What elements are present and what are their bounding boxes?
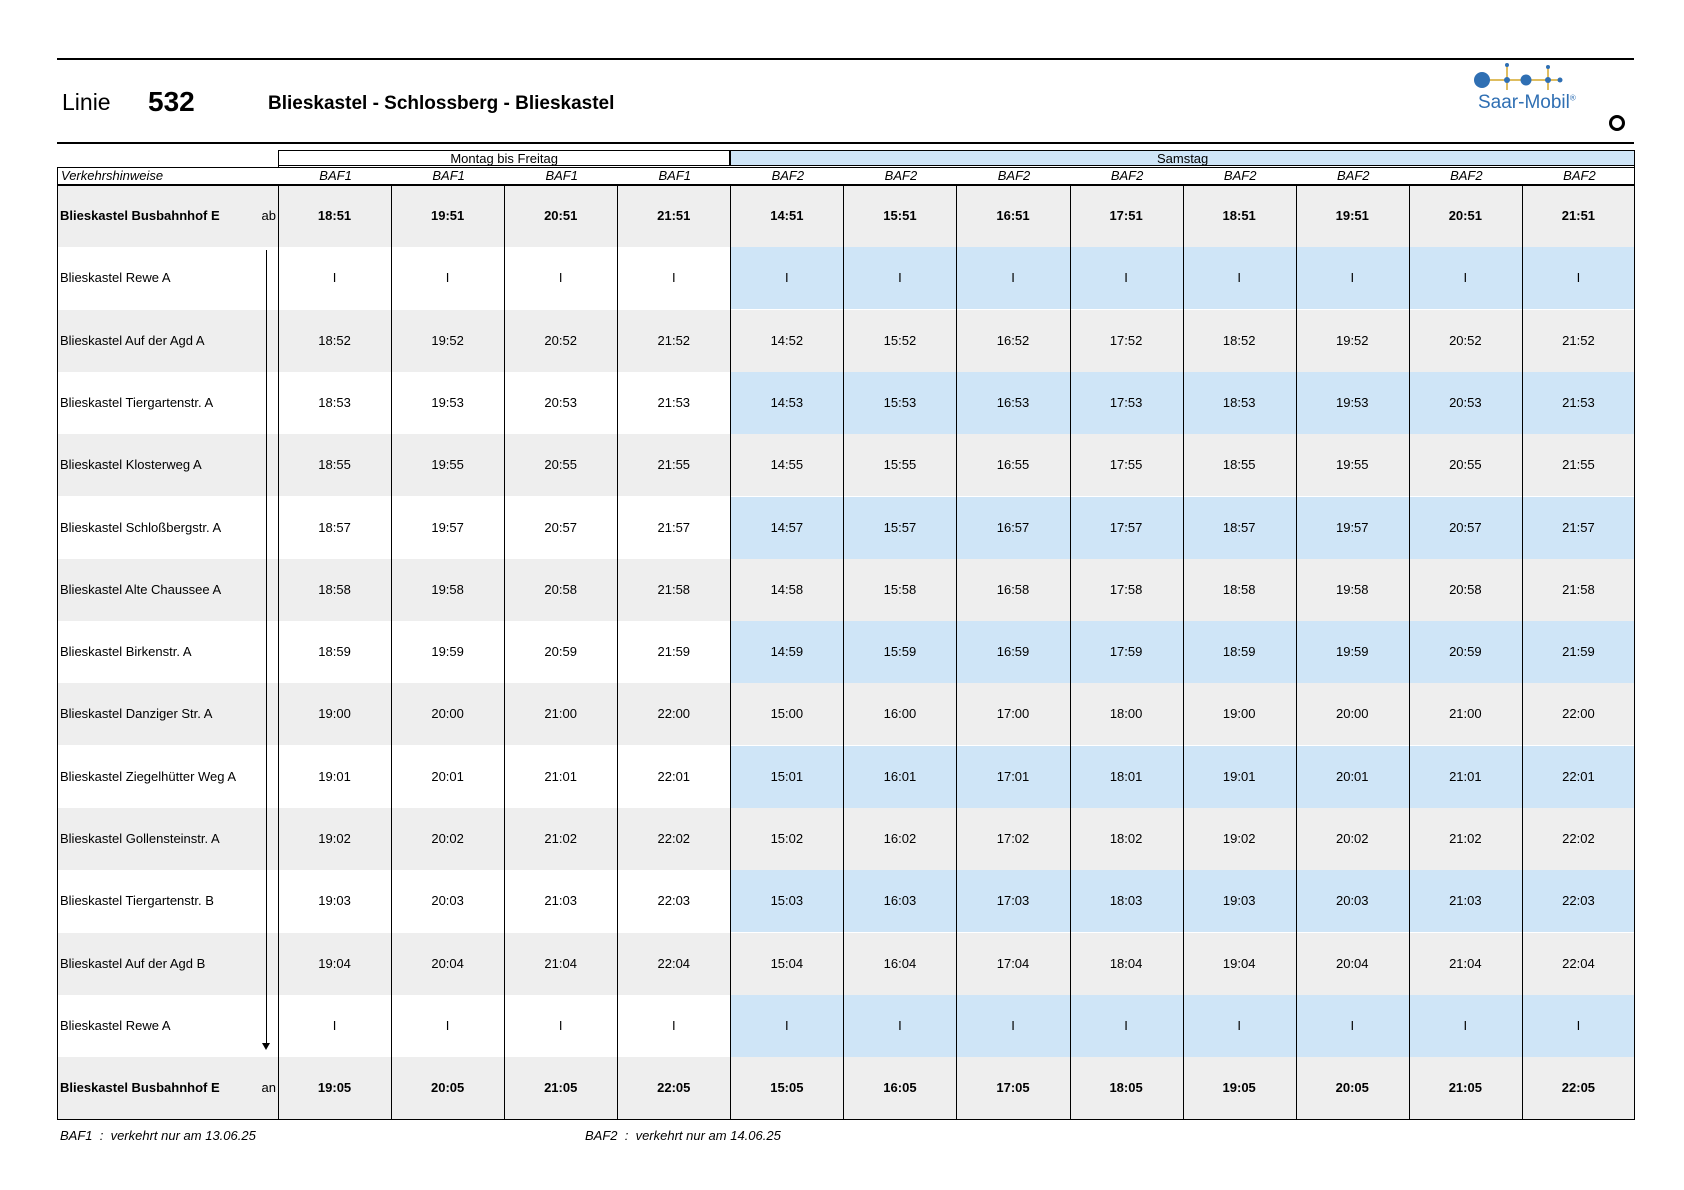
trip-code: BAF2 [1337, 168, 1370, 183]
group-header: Samstag [730, 150, 1635, 166]
time-cell: 14:59 [770, 644, 804, 660]
logo-registered: ® [1569, 93, 1576, 103]
time-cell: 18:51 [1222, 208, 1256, 223]
time-cell: 20:53 [544, 394, 577, 410]
departure-arrival-mark: an [261, 1080, 276, 1096]
time-cell: 21:02 [544, 831, 577, 846]
time-cell: I [332, 1017, 337, 1033]
time-cell: 19:01 [1222, 768, 1256, 784]
time-cell: 21:51 [1561, 208, 1596, 223]
time-cell: I [1463, 1017, 1468, 1033]
header-divider [278, 150, 279, 167]
column-divider [1522, 185, 1523, 1120]
time-cell: 18:01 [1109, 768, 1143, 784]
direction-arrowhead-icon [262, 1043, 270, 1050]
time-cell: I [558, 270, 563, 286]
stop-name: Blieskastel Auf der Agd A [60, 332, 205, 348]
time-cell: I [1124, 270, 1128, 286]
time-cell: 21:04 [1449, 955, 1482, 971]
time-cell: 20:51 [1448, 208, 1482, 223]
time-cell: I [1011, 270, 1015, 286]
time-cell: 19:51 [1335, 208, 1369, 223]
time-cell: 21:01 [544, 768, 577, 784]
time-cell: 21:05 [544, 1080, 578, 1096]
time-cell: 15:58 [883, 581, 917, 597]
time-cell: 19:52 [1335, 332, 1369, 348]
time-cell: 14:57 [770, 519, 804, 535]
hint-header: Verkehrshinweise [61, 168, 164, 183]
time-cell: 17:52 [1109, 332, 1143, 348]
time-cell: I [1463, 270, 1468, 286]
time-cell: 15:51 [883, 208, 917, 223]
time-cell: 19:00 [318, 706, 351, 722]
time-cell: I [1576, 1017, 1581, 1033]
time-cell: 16:55 [996, 457, 1030, 473]
time-cell: 19:51 [430, 208, 465, 223]
time-cell: 21:53 [1562, 394, 1595, 410]
time-cell: 17:59 [1109, 644, 1143, 660]
time-cell: 18:03 [1109, 893, 1143, 909]
time-cell: 19:52 [431, 332, 464, 348]
time-cell: 18:53 [1222, 394, 1256, 410]
time-cell: 19:04 [318, 955, 351, 971]
time-cell: 22:05 [657, 1080, 691, 1096]
time-cell: 21:00 [544, 706, 577, 722]
time-cell: I [898, 270, 902, 286]
time-cell: 16:52 [996, 332, 1030, 348]
stop-name: Blieskastel Birkenstr. A [60, 644, 192, 660]
time-cell: 19:05 [1222, 1080, 1256, 1096]
table-frame [57, 185, 1635, 1120]
time-cell: I [785, 270, 789, 286]
linie-label: Linie [62, 89, 111, 115]
time-cell: 16:53 [996, 394, 1030, 410]
time-cell: 20:53 [1449, 394, 1482, 410]
column-divider [1296, 185, 1297, 1120]
trip-code: BAF2 [1563, 168, 1596, 183]
trip-code: BAF1 [658, 168, 692, 183]
time-cell: 21:04 [544, 955, 577, 971]
trip-code: BAF2 [1110, 168, 1144, 183]
time-cell: I [671, 270, 676, 286]
timetable [57, 150, 1635, 1120]
time-cell: 18:57 [1222, 519, 1256, 535]
time-cell: 19:55 [431, 457, 464, 473]
time-cell: 14:58 [770, 581, 804, 597]
time-cell: 18:52 [1222, 332, 1256, 348]
trip-code: BAF2 [884, 168, 918, 183]
footnote-baf2: BAF2 : verkehrt nur am 14.06.25 [585, 1128, 781, 1143]
column-divider [617, 185, 618, 1120]
time-cell: 19:53 [1335, 394, 1369, 410]
time-cell: 19:03 [318, 893, 351, 909]
time-cell: 18:05 [1109, 1080, 1143, 1096]
column-divider [278, 185, 279, 1120]
time-cell: 21:02 [1449, 831, 1482, 846]
time-cell: 19:01 [318, 768, 351, 784]
time-cell: 21:03 [1449, 893, 1482, 909]
time-cell: 21:52 [657, 332, 691, 348]
time-cell: 20:04 [1335, 955, 1369, 971]
time-cell: 19:02 [318, 831, 351, 846]
time-cell: 18:58 [318, 581, 351, 597]
column-divider [504, 185, 505, 1120]
line-number: 532 [148, 86, 195, 117]
time-cell: I [671, 1017, 676, 1033]
time-cell: 22:03 [657, 893, 691, 909]
time-cell: 18:59 [318, 644, 351, 660]
time-cell: 17:04 [996, 955, 1030, 971]
time-cell: 15:05 [770, 1080, 804, 1096]
time-cell: 21:53 [657, 394, 691, 410]
time-cell: 20:55 [1449, 457, 1482, 473]
time-cell: 20:52 [1449, 332, 1482, 348]
time-cell: I [558, 1017, 563, 1033]
time-cell: 18:59 [1222, 644, 1256, 660]
time-cell: 19:02 [1222, 831, 1256, 846]
logo-text [1478, 92, 1576, 114]
stop-name: Blieskastel Ziegelhütter Weg A [60, 768, 237, 784]
time-cell: 16:51 [996, 208, 1030, 223]
time-cell: 15:55 [883, 457, 917, 473]
time-cell: I [1576, 270, 1581, 286]
time-cell: 20:55 [544, 457, 577, 473]
stop-name: Blieskastel Alte Chaussee A [60, 581, 222, 597]
column-divider [391, 185, 392, 1120]
time-cell: I [445, 1017, 450, 1033]
time-cell: 15:57 [883, 519, 917, 535]
trip-code: BAF1 [319, 168, 352, 183]
time-cell: 20:01 [1335, 768, 1369, 784]
time-cell: 20:57 [544, 519, 577, 535]
group-header: Montag bis Freitag [278, 150, 730, 166]
time-cell: 21:57 [1562, 519, 1595, 535]
time-cell: 15:53 [883, 394, 917, 410]
time-cell: 19:55 [1335, 457, 1369, 473]
time-cell: 17:55 [1109, 457, 1143, 473]
time-cell: 21:00 [1449, 706, 1482, 722]
time-cell: 21:51 [657, 208, 691, 223]
trip-code: BAF2 [1223, 168, 1257, 183]
time-cell: 22:03 [1562, 893, 1595, 909]
time-cell: 17:53 [1109, 394, 1143, 410]
stop-name: Blieskastel Rewe A [60, 270, 171, 286]
time-cell: 22:01 [657, 768, 691, 784]
time-cell: 20:58 [544, 581, 577, 597]
time-cell: 18:53 [318, 394, 351, 410]
time-cell: 20:01 [431, 768, 464, 784]
time-cell: 20:03 [431, 893, 464, 909]
time-cell: 20:57 [1449, 519, 1482, 535]
time-cell: 21:05 [1448, 1080, 1482, 1096]
logo-name: Saar-Mobil [1478, 92, 1570, 113]
time-cell: 18:55 [1222, 457, 1256, 473]
time-cell: 20:02 [431, 831, 464, 846]
time-cell: 21:59 [657, 644, 691, 660]
time-cell: I [1237, 270, 1241, 286]
time-cell: 14:53 [770, 394, 804, 410]
time-cell: 16:03 [883, 893, 917, 909]
time-cell: 16:00 [883, 706, 917, 722]
time-cell: 22:05 [1561, 1080, 1596, 1096]
header-divider [1634, 150, 1635, 167]
time-cell: 18:52 [318, 332, 351, 348]
trip-code: BAF2 [771, 168, 805, 183]
time-cell: 22:00 [1562, 706, 1595, 722]
trip-code: BAF1 [432, 168, 465, 183]
time-cell: 16:04 [883, 955, 917, 971]
column-divider [1070, 185, 1071, 1120]
trip-code-row [57, 167, 1635, 185]
time-cell: 18:51 [317, 208, 352, 223]
time-cell: 21:55 [1562, 457, 1595, 473]
time-cell: 18:55 [318, 457, 351, 473]
time-cell: 18:04 [1109, 955, 1143, 971]
time-cell: 17:00 [996, 706, 1030, 722]
time-cell: 17:02 [996, 831, 1030, 846]
stop-name: Blieskastel Danziger Str. A [60, 706, 213, 722]
time-cell: 20:03 [1335, 893, 1369, 909]
time-cell: 14:52 [770, 332, 804, 348]
time-cell: 20:04 [431, 955, 464, 971]
time-cell: 19:58 [1335, 581, 1369, 597]
departure-arrival-mark: ab [261, 208, 276, 223]
column-divider [1409, 185, 1410, 1120]
time-cell: 22:04 [1562, 955, 1595, 971]
time-cell: 16:57 [996, 519, 1030, 535]
time-cell: I [1350, 1017, 1355, 1033]
top-rule [57, 58, 1634, 60]
column-divider [956, 185, 957, 1120]
time-cell: 17:05 [996, 1080, 1030, 1096]
time-cell: 19:58 [431, 581, 464, 597]
time-cell: 22:00 [657, 706, 691, 722]
time-cell: 21:59 [1562, 644, 1595, 660]
time-cell: 19:57 [1335, 519, 1369, 535]
trip-code: BAF2 [997, 168, 1031, 183]
header-rule [57, 142, 1634, 144]
time-cell: 21:58 [657, 581, 691, 597]
time-cell: 21:52 [1562, 332, 1595, 348]
time-cell: 17:58 [1109, 581, 1143, 597]
time-cell: 20:05 [1335, 1080, 1369, 1096]
stop-name: Blieskastel Busbahnhof E [60, 1080, 220, 1096]
time-cell: 19:05 [317, 1080, 352, 1096]
time-cell: 20:02 [1335, 831, 1369, 846]
time-cell: I [1011, 1017, 1015, 1033]
time-cell: I [332, 270, 337, 286]
time-cell: 18:58 [1222, 581, 1256, 597]
column-divider [843, 185, 844, 1120]
column-divider [730, 185, 731, 1120]
time-cell: I [1237, 1017, 1241, 1033]
time-cell: 20:51 [544, 208, 578, 223]
time-cell: 18:00 [1109, 706, 1143, 722]
time-cell: 15:01 [770, 768, 804, 784]
stop-name: Blieskastel Rewe A [60, 1017, 171, 1033]
time-cell: I [898, 1017, 902, 1033]
time-cell: I [785, 1017, 789, 1033]
time-cell: 17:03 [996, 893, 1030, 909]
time-cell: I [1350, 270, 1355, 286]
time-cell: 17:01 [996, 768, 1030, 784]
time-cell: 16:59 [996, 644, 1030, 660]
time-cell: 20:59 [1449, 644, 1482, 660]
time-cell: 14:51 [770, 208, 804, 223]
time-cell: 21:58 [1562, 581, 1595, 597]
stop-name: Blieskastel Tiergartenstr. A [60, 394, 214, 410]
direction-arrow-line [266, 250, 267, 1045]
route-title: Blieskastel - Schlossberg - Blieskastel [268, 93, 615, 114]
circle-marker-icon [1609, 115, 1625, 131]
time-cell: I [445, 270, 450, 286]
time-cell: 20:59 [544, 644, 577, 660]
time-cell: 18:57 [318, 519, 351, 535]
stop-name: Blieskastel Gollensteinstr. A [60, 831, 220, 846]
time-cell: 21:55 [657, 457, 691, 473]
time-cell: 16:05 [883, 1080, 917, 1096]
time-cell: 16:01 [883, 768, 917, 784]
trip-code: BAF1 [545, 168, 578, 183]
time-cell: I [1124, 1017, 1128, 1033]
time-cell: 20:52 [544, 332, 577, 348]
time-cell: 15:03 [770, 893, 804, 909]
time-cell: 21:01 [1449, 768, 1482, 784]
time-cell: 22:01 [1562, 768, 1595, 784]
time-cell: 22:02 [657, 831, 691, 846]
time-cell: 16:02 [883, 831, 917, 846]
time-cell: 14:55 [770, 457, 804, 473]
time-cell: 19:03 [1222, 893, 1256, 909]
time-cell: 20:00 [431, 706, 464, 722]
time-cell: 15:02 [770, 831, 804, 846]
time-cell: 22:04 [657, 955, 691, 971]
time-cell: 20:58 [1449, 581, 1482, 597]
time-cell: 19:57 [431, 519, 464, 535]
time-cell: 20:05 [430, 1080, 465, 1096]
time-cell: 18:02 [1109, 831, 1143, 846]
trip-code: BAF2 [1450, 168, 1483, 183]
time-cell: 17:57 [1109, 519, 1143, 535]
stop-name: Blieskastel Klosterweg A [60, 457, 202, 473]
column-divider [1183, 185, 1184, 1120]
stop-name: Blieskastel Auf der Agd B [60, 955, 206, 971]
time-cell: 21:57 [657, 519, 691, 535]
time-cell: 21:03 [544, 893, 577, 909]
time-cell: 15:52 [883, 332, 917, 348]
time-cell: 22:02 [1562, 831, 1595, 846]
time-cell: 15:04 [770, 955, 804, 971]
time-cell: 19:04 [1222, 955, 1256, 971]
time-cell: 19:59 [431, 644, 464, 660]
time-cell: 15:00 [770, 706, 804, 722]
stop-name: Blieskastel Schloßbergstr. A [60, 519, 222, 535]
stop-name: Blieskastel Tiergartenstr. B [60, 893, 214, 909]
time-cell: 19:59 [1335, 644, 1369, 660]
stop-name: Blieskastel Busbahnhof E [60, 208, 220, 223]
time-cell: 15:59 [883, 644, 917, 660]
time-cell: 19:00 [1222, 706, 1256, 722]
time-cell: 20:00 [1335, 706, 1369, 722]
time-cell: 17:51 [1109, 208, 1143, 223]
time-cell: 16:58 [996, 581, 1030, 597]
footnote-baf1: BAF1 : verkehrt nur am 13.06.25 [60, 1128, 256, 1143]
time-cell: 19:53 [431, 394, 464, 410]
